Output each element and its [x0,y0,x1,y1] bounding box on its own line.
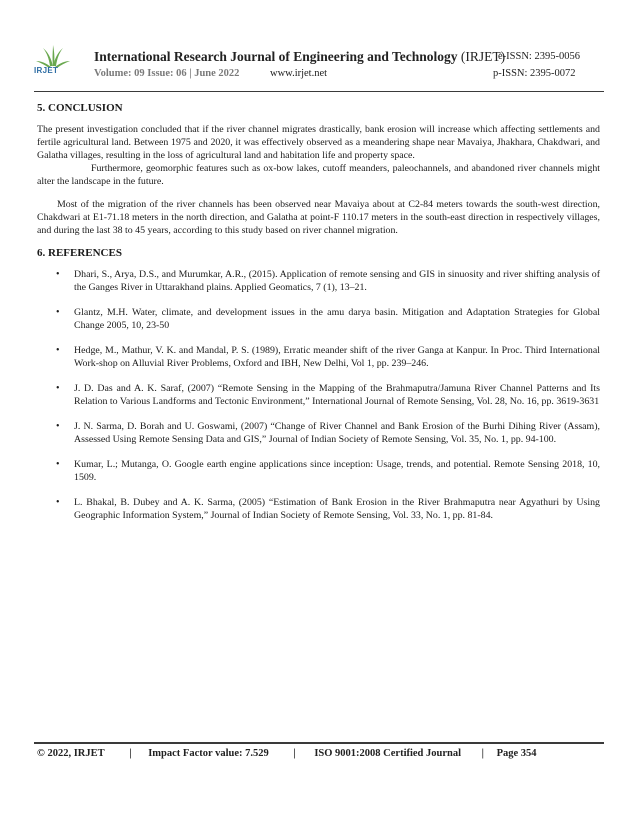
bullet-icon: • [56,421,60,432]
journal-title-name: International Research Journal of Engineering and Technology [94,49,458,64]
p-issn: p-ISSN: 2395-0072 [493,68,576,79]
reference-text: Kumar, L.; Mutanga, O. Google earth engine applications since inception: Usage, trends, and potential. Remote Sensing 2018, 10, 1509. [74,459,600,483]
reference-item [37,306,600,332]
journal-url: www.irjet.net [270,68,328,79]
footer-iso: ISO 9001:2008 Certified Journal [314,748,462,759]
footer-separator: | [293,748,296,759]
references-heading: 6. REFERENCES [37,247,122,259]
reference-item [37,458,600,484]
bullet-icon: • [56,345,60,356]
bullet-icon: • [56,497,60,508]
footer-separator: | [129,748,132,759]
reference-item [37,268,600,294]
reference-text: J. N. Sarma, D. Borah and U. Goswami, (2007) “Change of River Channel and Bank Erosion of the Burhi Dihing River (Assam), Assessed Using Remote Sensing Data and GIS,” Journal of Indian Society of Remote Sensing, Vol. 35, No. 1, pp. 94-100. [74,421,600,445]
footer-impact-factor: Impact Factor value: 7.529 [148,748,269,759]
reference-item [37,420,600,446]
volume-issue: Volume: 09 Issue: 06 | June 2022 [94,68,240,79]
bullet-icon: • [56,269,60,280]
page-content [37,96,600,534]
conclusion-paragraph-2: Furthermore, geomorphic features such as ox-bow lakes, cutoff meanders, paleochannels, and abandoned river channels might alter the landscape in the future. [37,163,600,187]
reference-item [37,382,600,408]
bullet-icon: • [56,459,60,470]
reference-text: Hedge, M., Mathur, V. K. and Mandal, P. S. (1989), Erratic meander shift of the river Ganga at Kanpur. In Proc. Third International Work-shop on Alluvial River Problems, Oxford and IBH, New Delhi, Vol 1, pp. 239–246. [74,345,600,369]
reference-item [37,344,600,370]
conclusion-paragraph-3: Most of the migration of the river channels has been observed near Mavaiya about at C2-84 meters towards the south-west direction, Chakdwari at E1-71.18 meters in the north direction, and Galatha at point-F 110.17 meters in the south-east direction in respectively villages, and during the last 38 to 45 years, according to this study based on river channel migration. [37,199,600,236]
bullet-icon: • [56,383,60,394]
page-footer [37,748,537,759]
footer-page-number: Page 354 [496,748,537,759]
reference-item [37,496,600,522]
footer-divider [34,742,604,744]
page-header [0,0,638,92]
conclusion-heading: 5. CONCLUSION [37,102,123,114]
reference-text: L. Bhakal, B. Dubey and A. K. Sarma, (2005) “Estimation of Bank Erosion in the River Brahmaputra near Agyathuri by Using Geographic Information System,” Journal of Indian Society of Remote Sensing, Vol. 33, No. 1, pp. 81-84. [74,497,600,521]
e-issn: e-ISSN: 2395-0056 [498,51,580,62]
conclusion-paragraph-1: The present investigation concluded that if the river channel migrates drastically, bank erosion will increase which affecting settlements and fertile agricultural land. Between 1975 and 2020, it was effectively observed as a meandering shape near Mavaiya, Jhakhara, Chakdwari, and Galatha villages, resulting in the loss of agricultural land and habitation life and property space. [37,124,600,161]
references-list [37,268,600,522]
logo-text: IRJET [34,66,59,75]
reference-text: Glantz, M.H. Water, climate, and development issues in the amu darya basin. Mitigation and Adaptation Strategies for Global Change 2005, 10, 23-50 [74,307,600,331]
footer-separator: | [481,748,484,759]
reference-text: Dhari, S., Arya, D.S., and Murumkar, A.R., (2015). Application of remote sensing and GIS in sinuosity and river shifting analysis of the Ganges River in Uttarakhand plains. Applied Geomatics, 7 (1), 13–21. [74,269,600,293]
footer-copyright: © 2022, IRJET [37,748,105,759]
bullet-icon: • [56,307,60,318]
reference-text: J. D. Das and A. K. Saraf, (2007) “Remote Sensing in the Mapping of the Brahmaputra/Jamuna River Channel Patterns and Its Relation to Various Landforms and Tectonic Environment,” International Journal of Remote Sensing, Vol. 28, No. 16, pp. 3619-3631 [74,383,600,407]
header-divider [34,91,604,92]
irjet-logo-icon [34,44,72,82]
journal-abbr: (IRJET) [460,49,506,64]
paragraph-gap [37,188,600,198]
journal-title [94,49,505,65]
